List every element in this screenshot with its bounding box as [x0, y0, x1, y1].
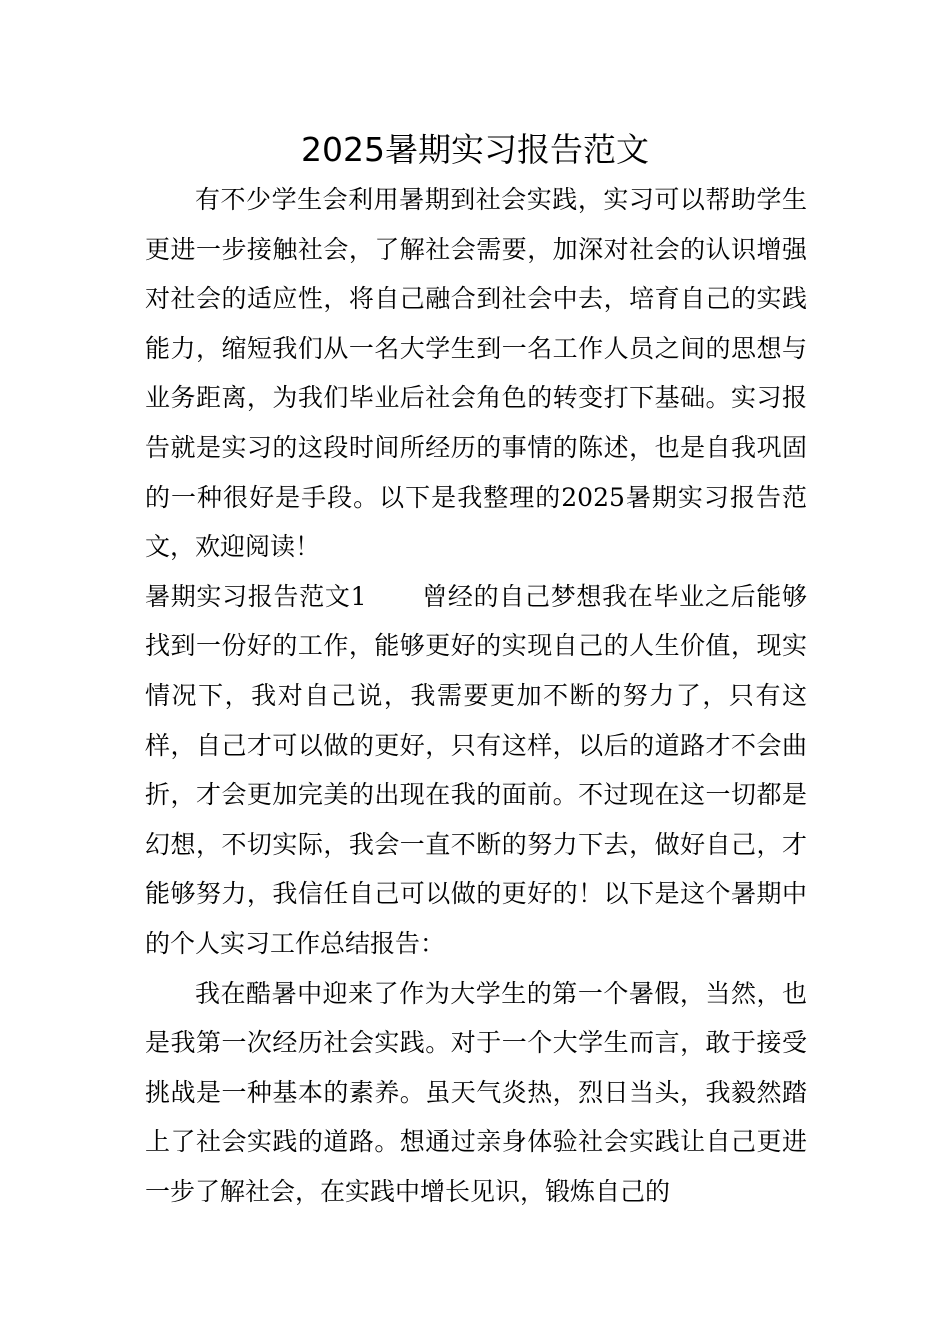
body-paragraph-3: 我在酷暑中迎来了作为大学生的第一个暑假，当然，也是我第一次经历社会实践。对于一个大学生而言，敢于接受挑战是一种基本的素养。虽天气炎热，烈日当头，我毅然踏上了社会实践的道路。想通过亲身体验社会实践让自己更进一步了解社会，在实践中增长见识，锻炼自己的: [145, 978, 807, 1206]
section-1-paragraph: [145, 572, 807, 969]
document-title: 2025暑期实习报告范文: [301, 130, 649, 169]
document-body: [145, 175, 807, 1216]
intro-paragraph: 有不少学生会利用暑期到社会实践，实习可以帮助学生更进一步接触社会，了解社会需要，加深对社会的认识增强对社会的适应性，将自己融合到社会中去，培育自己的实践能力，缩短我们从一名大学生到一名工作人员之间的思想与业务距离，为我们毕业后社会角色的转变打下基础。实习报告就是实习的这段时间所经历的事情的陈述，也是自我巩固的一种很好是手段。以下是我整理的2025暑期实习报告范文，欢迎阅读！: [145, 185, 807, 562]
section-1-heading: 暑期实习报告范文1: [145, 581, 367, 611]
section-1-text: 曾经的自己梦想我在毕业之后能够找到一份好的工作，能够更好的实现自己的人生价值，现实情况下，我对自己说，我需要更加不断的努力了，只有这样，自己才可以做的更好，只有这样，以后的道路才不会曲折，才会更加完美的出现在我的面前。不过现在这一切都是幻想，不切实际，我会一直不断的努力下去，做好自己，才能够努力，我信任自己可以做的更好的！以下是这个暑期中的个人实习工作总结报告：: [145, 581, 807, 958]
